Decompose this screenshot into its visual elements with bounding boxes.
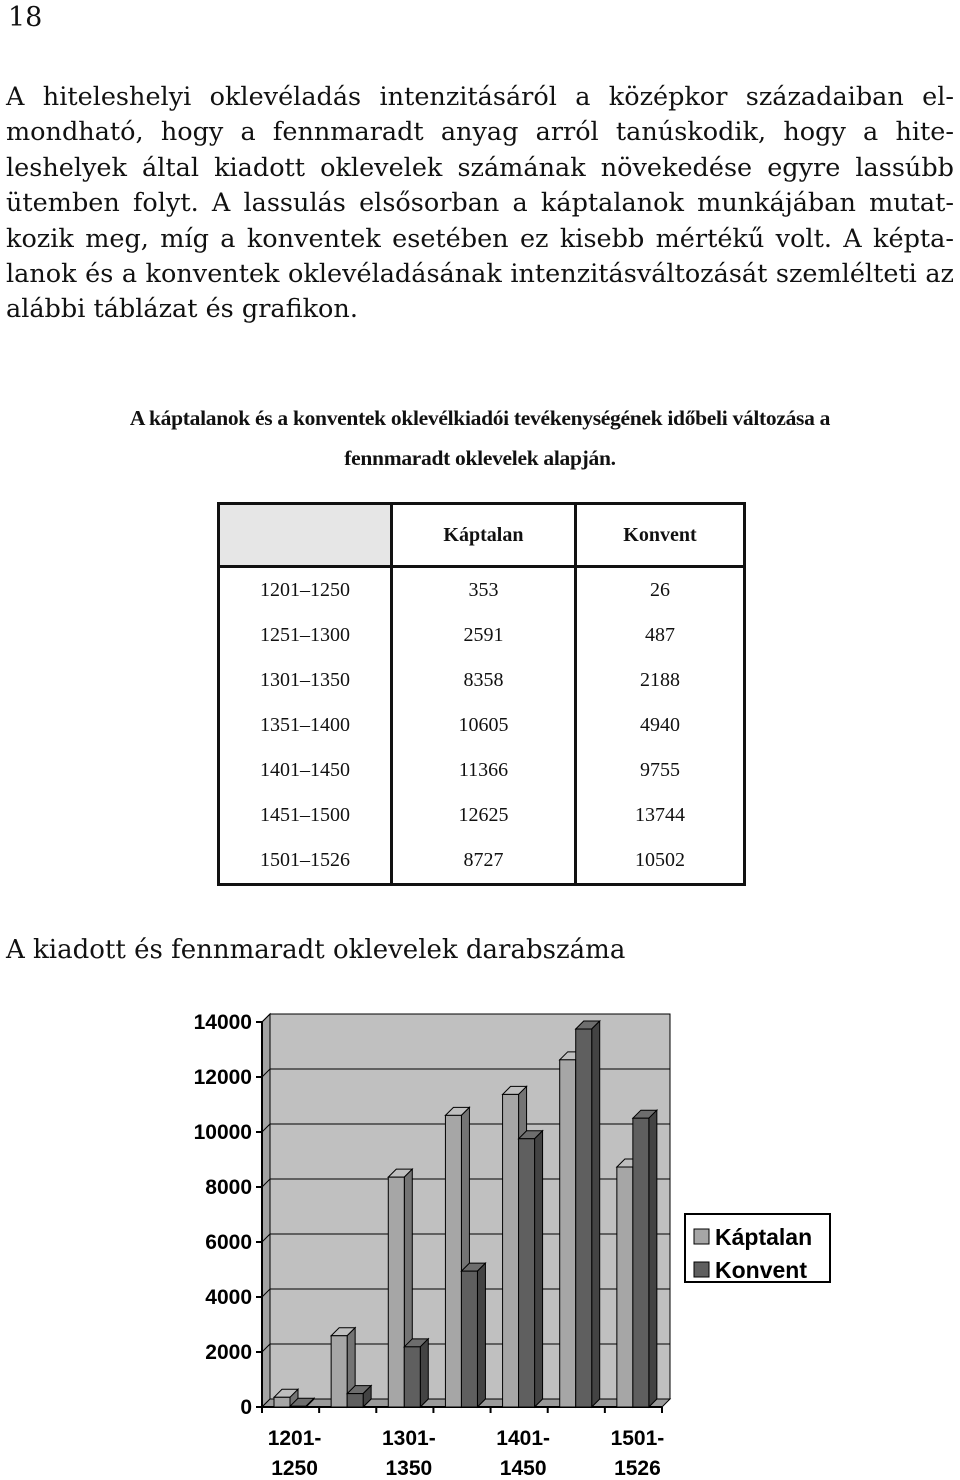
x-tick-label: 1201- [267,1427,322,1450]
bar-kaptalan [388,1177,404,1407]
cell-kaptalan: 8358 [392,658,576,703]
y-tick-label: 10000 [193,1121,252,1144]
bar-konvent [347,1394,363,1407]
cell-kaptalan: 12625 [392,793,576,838]
header-kaptalan: Káptalan [392,504,576,567]
cell-period: 1451–1500 [219,793,392,838]
bar-konvent [290,1406,306,1407]
table-caption-line-1: A káptalanok és a konventek oklevélkiadói tevékenységének időbeli változása a [129,406,831,430]
paragraph-line: kozik meg, míg a konventek esetében ez kisebb mértékű volt. A képta- [6,223,954,254]
y-tick-label: 12000 [193,1066,252,1089]
cell-konvent: 10502 [575,838,744,885]
bar-kaptalan [560,1060,576,1407]
table-row [219,793,745,838]
x-tick-label: 1350 [385,1457,433,1480]
cell-period: 1501–1526 [219,838,392,885]
data-table [217,502,746,886]
bar-side [535,1131,543,1407]
cell-konvent: 4940 [575,703,744,748]
bar-side [592,1021,600,1407]
bar-konvent [576,1029,592,1407]
y-tick-label: 14000 [193,1011,252,1034]
paragraph-line: lanok és a konventek oklevéladásának intenzitásváltozását szemlélteti az [6,259,954,290]
y-tick-label: 0 [240,1396,252,1419]
bar-kaptalan [503,1094,519,1407]
x-tick-label: 1301- [381,1427,436,1450]
paragraph-line: alábbi táblázat és grafikon. [6,294,358,325]
cell-konvent: 2188 [575,658,744,703]
table-header-row [219,504,745,567]
bar-kaptalan [445,1115,461,1407]
cell-kaptalan: 8727 [392,838,576,885]
chart-title: A kiadott és fennmaradt oklevelek darabszáma [6,935,626,965]
table-row [219,748,745,793]
table-row [219,658,745,703]
bar-kaptalan [331,1336,347,1407]
bar-konvent [461,1271,477,1407]
x-tick-label: 1526 [614,1457,661,1480]
legend-swatch [694,1262,709,1277]
legend-label: Konvent [715,1257,807,1283]
cell-kaptalan: 353 [392,567,576,614]
bar-konvent [404,1347,420,1407]
bar-konvent [519,1139,535,1407]
cell-konvent: 13744 [575,793,744,838]
paragraph-line: ütemben folyt. A lassulás elsősorban a káptalanok munkájában mutat- [6,188,954,219]
page-number: 18 [8,2,43,33]
y-tick-label: 6000 [205,1231,252,1254]
x-tick-label: 1401- [496,1427,551,1450]
bar-side [649,1110,657,1407]
header-konvent: Konvent [575,504,744,567]
paragraph-line: A hiteleshelyi oklevéladás intenzitásáról a középkor századaiban el- [6,82,954,112]
cell-period: 1351–1400 [219,703,392,748]
legend-label: Káptalan [715,1224,813,1250]
table-row [219,613,745,658]
cell-kaptalan: 10605 [392,703,576,748]
cell-konvent: 9755 [575,748,744,793]
bar-chart [170,1005,840,1480]
cell-period: 1201–1250 [219,567,392,614]
cell-kaptalan: 11366 [392,748,576,793]
bar-kaptalan [617,1167,633,1407]
table-row [219,703,745,748]
cell-period: 1401–1450 [219,748,392,793]
x-tick-label: 1450 [499,1457,547,1480]
cell-konvent: 26 [575,567,744,614]
x-tick-label: 1250 [271,1457,318,1480]
cell-period: 1301–1350 [219,658,392,703]
table-row [219,838,745,885]
cell-period: 1251–1300 [219,613,392,658]
paragraph-line: mondható, hogy a fennmaradt anyag arról tanúskodik, hogy a hite- [6,117,954,148]
table-caption-line-2: fennmaradt oklevelek alapján. [344,446,616,470]
y-tick-label: 2000 [205,1341,252,1364]
legend-swatch [694,1229,709,1244]
body-paragraph [6,80,954,328]
cell-kaptalan: 2591 [392,613,576,658]
bar-kaptalan [274,1397,290,1407]
bar-konvent [633,1118,649,1407]
y-tick-label: 4000 [205,1286,252,1309]
table-row [219,567,745,614]
y-tick-label: 8000 [205,1176,252,1199]
x-tick-label: 1501- [610,1427,665,1450]
bar-side [420,1339,428,1407]
bar-side [477,1263,485,1407]
table-corner-cell [219,504,392,567]
cell-konvent: 487 [575,613,744,658]
paragraph-line: leshelyek által kiadott oklevelek számának növekedése egyre lassúbb [6,152,954,183]
